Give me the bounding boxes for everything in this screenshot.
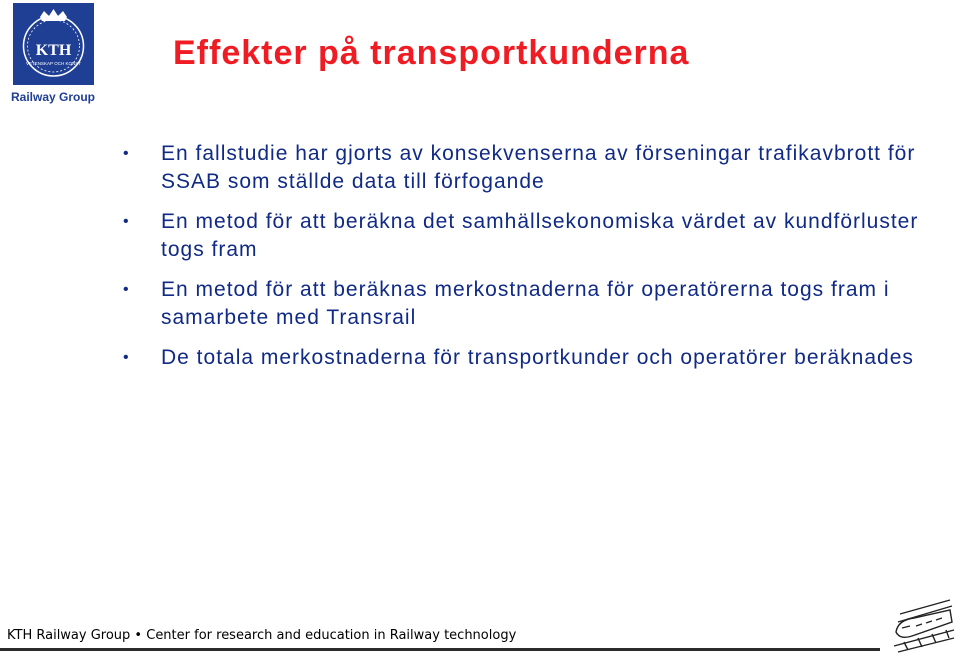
bullet-text: De totala merkostnaderna för transportkunder och operatörer beräknades — [161, 346, 914, 369]
bullet-list — [123, 140, 923, 384]
bullet-text: En fallstudie har gjorts av konsekvenserna av förseningar trafikavbrott för SSAB som ställde data till förfogande — [161, 142, 916, 193]
logo-text: KTH — [35, 42, 72, 59]
bullet-dot-icon: • — [123, 213, 129, 230]
bullet-dot-icon: • — [123, 145, 129, 162]
kth-logo — [13, 3, 94, 85]
slide-title: Effekter på transportkunderna — [173, 34, 690, 72]
logo-caption: Railway Group — [10, 90, 96, 104]
bullet-text: En metod för att beräkna det samhällsekonomiska värdet av kundförluster togs fram — [161, 210, 919, 261]
bullet-item — [123, 208, 923, 264]
bullet-text: En metod för att beräknas merkostnaderna för operatörerna togs fram i samarbete med Transrail — [161, 278, 890, 329]
bullet-dot-icon: • — [123, 281, 129, 298]
bullet-item — [123, 140, 923, 196]
bullet-item — [123, 276, 923, 332]
footer-divider — [0, 648, 880, 651]
bullet-item — [123, 344, 923, 372]
train-icon — [892, 596, 956, 656]
bullet-dot-icon: • — [123, 349, 129, 366]
logo-subtext: VETENSKAP OCH KONST — [26, 61, 81, 66]
footer-text: KTH Railway Group • Center for research and education in Railway technology — [7, 628, 517, 643]
